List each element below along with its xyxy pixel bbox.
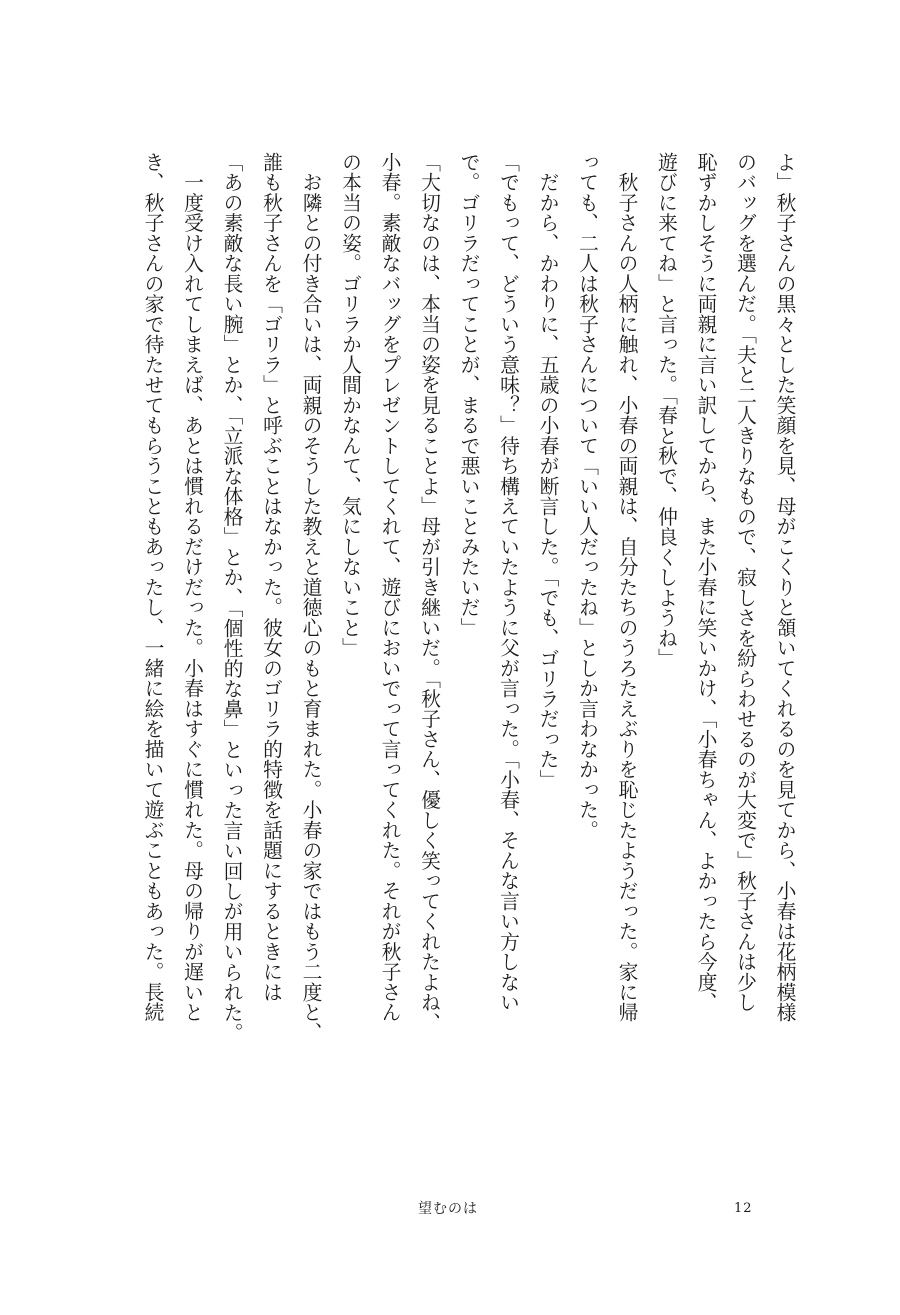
text-line: で。ゴリラだってことが、まるで悪いことみたいだ」 [457, 152, 480, 638]
text-line: お隣との付き合いは、両親のそうした教えと道徳心のもと育まれた。小春の家ではもう二度と、 [299, 152, 322, 1043]
text-line: 恥ずかしそうに両親に言い訳してから、また小春に笑いかけ、「小春ちゃん、よかったら今度、 [694, 152, 717, 1013]
running-footer-title: 望むのは [418, 1201, 478, 1217]
text-line: のバッグを選んだ。「夫と二人きりなもので、寂しさを紛らわせるのが大変で」秋子さんは少し [733, 152, 757, 1013]
text-line: 誰も秋子さんを「ゴリラ」と呼ぶことはなかった。彼女のゴリラ的特徴を話題にするときには [259, 152, 283, 1003]
text-line: 「大切なのは、本当の姿を見ることよ」母が引き継いだ。「秋子さん、優しく笑ってくれたよね、 [417, 152, 441, 1033]
text-line: の本当の姿。ゴリラか人間かなんて、気にしないこと」 [338, 152, 362, 658]
text-line: 小春。素敵なバッグをプレゼントしてくれて、遊びにおいでって言ってくれた。それが秋子さん [378, 152, 401, 1023]
text-line: よ」秋子さんの黒々とした笑顔を見、母がこくりと頷いてくれるのを見てから、小春は花柄模様 [773, 152, 796, 1023]
text-line: っても、二人は秋子さんについて「いい人だったね」としか言わなかった。 [575, 152, 599, 841]
text-line: 一度受け入れてしまえば、あとは慣れるだけだった。小春はすぐに慣れた。母の帰りが遅いと [180, 152, 204, 1023]
page-number: 12 [734, 1201, 753, 1216]
text-line: 遊びに来てね」と言った。「春と秋で、仲良くしようね」 [654, 152, 678, 669]
text-line: だから、かわりに、五歳の小春が断言した。「でも、ゴリラだった」 [536, 152, 559, 790]
text-line: 「でもって、どういう意味？」待ち構えていたように父が言った。「小春、そんな言い方しない [496, 152, 520, 1013]
text-line: 「あの素敵な長い腕」とか、「立派な体格」とか、「個性的な鼻」といった言い回しが用いられた。 [220, 152, 243, 1044]
text-line: 秋子さんの人柄に触れ、小春の両親は、自分たちのうろたえぶりを恥じたようだった。家に帰 [615, 152, 638, 1023]
vertical-body-text [133, 152, 805, 1152]
text-line: き、秋子さんの家で待たせてもらうこともあったし、一緒に絵を描いて遊ぶこともあった。長続 [141, 152, 164, 1023]
